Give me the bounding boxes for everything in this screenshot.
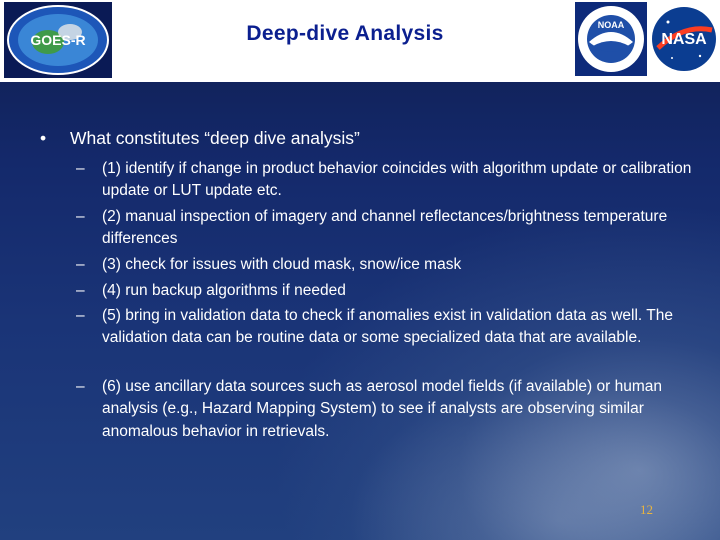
bullet-icon: •: [40, 128, 47, 148]
dash-icon: –: [76, 378, 85, 395]
dash-icon: –: [76, 282, 85, 299]
sub-bullet-text: (1) identify if change in product behavior coincides with algorithm update or calibration update or LUT update etc.: [102, 160, 692, 200]
svg-text:NASA: NASA: [661, 31, 707, 48]
main-bullet-text: What constitutes “deep dive analysis”: [70, 128, 360, 148]
dash-icon: –: [76, 208, 85, 225]
sub-bullet-text: (4) run backup algorithms if needed: [102, 282, 346, 299]
page-number: 12: [640, 502, 653, 517]
sub-bullet-text: (3) check for issues with cloud mask, snow/ice mask: [102, 256, 462, 273]
dash-icon: –: [76, 256, 85, 273]
slide-title: Deep-dive Analysis: [246, 22, 444, 45]
dash-icon: –: [76, 160, 85, 177]
svg-text:NOAA: NOAA: [597, 20, 625, 30]
dash-icon: –: [76, 307, 85, 324]
sub-bullet-text: (6) use ancillary data sources such as aerosol model fields (if available) or human analysis (e.g., Hazard Mapping System) to see if analysts are observing similar anomalous behavior in retrievals.: [102, 378, 662, 440]
sub-bullet-text: (5) bring in validation data to check if anomalies exist in validation data as well. The validation data can be routine data or some specialized data that are available.: [102, 307, 673, 347]
svg-text:GOES-R: GOES-R: [30, 32, 86, 48]
sub-bullet-text: (2) manual inspection of imagery and channel reflectances/brightness temperature differences: [102, 208, 668, 248]
